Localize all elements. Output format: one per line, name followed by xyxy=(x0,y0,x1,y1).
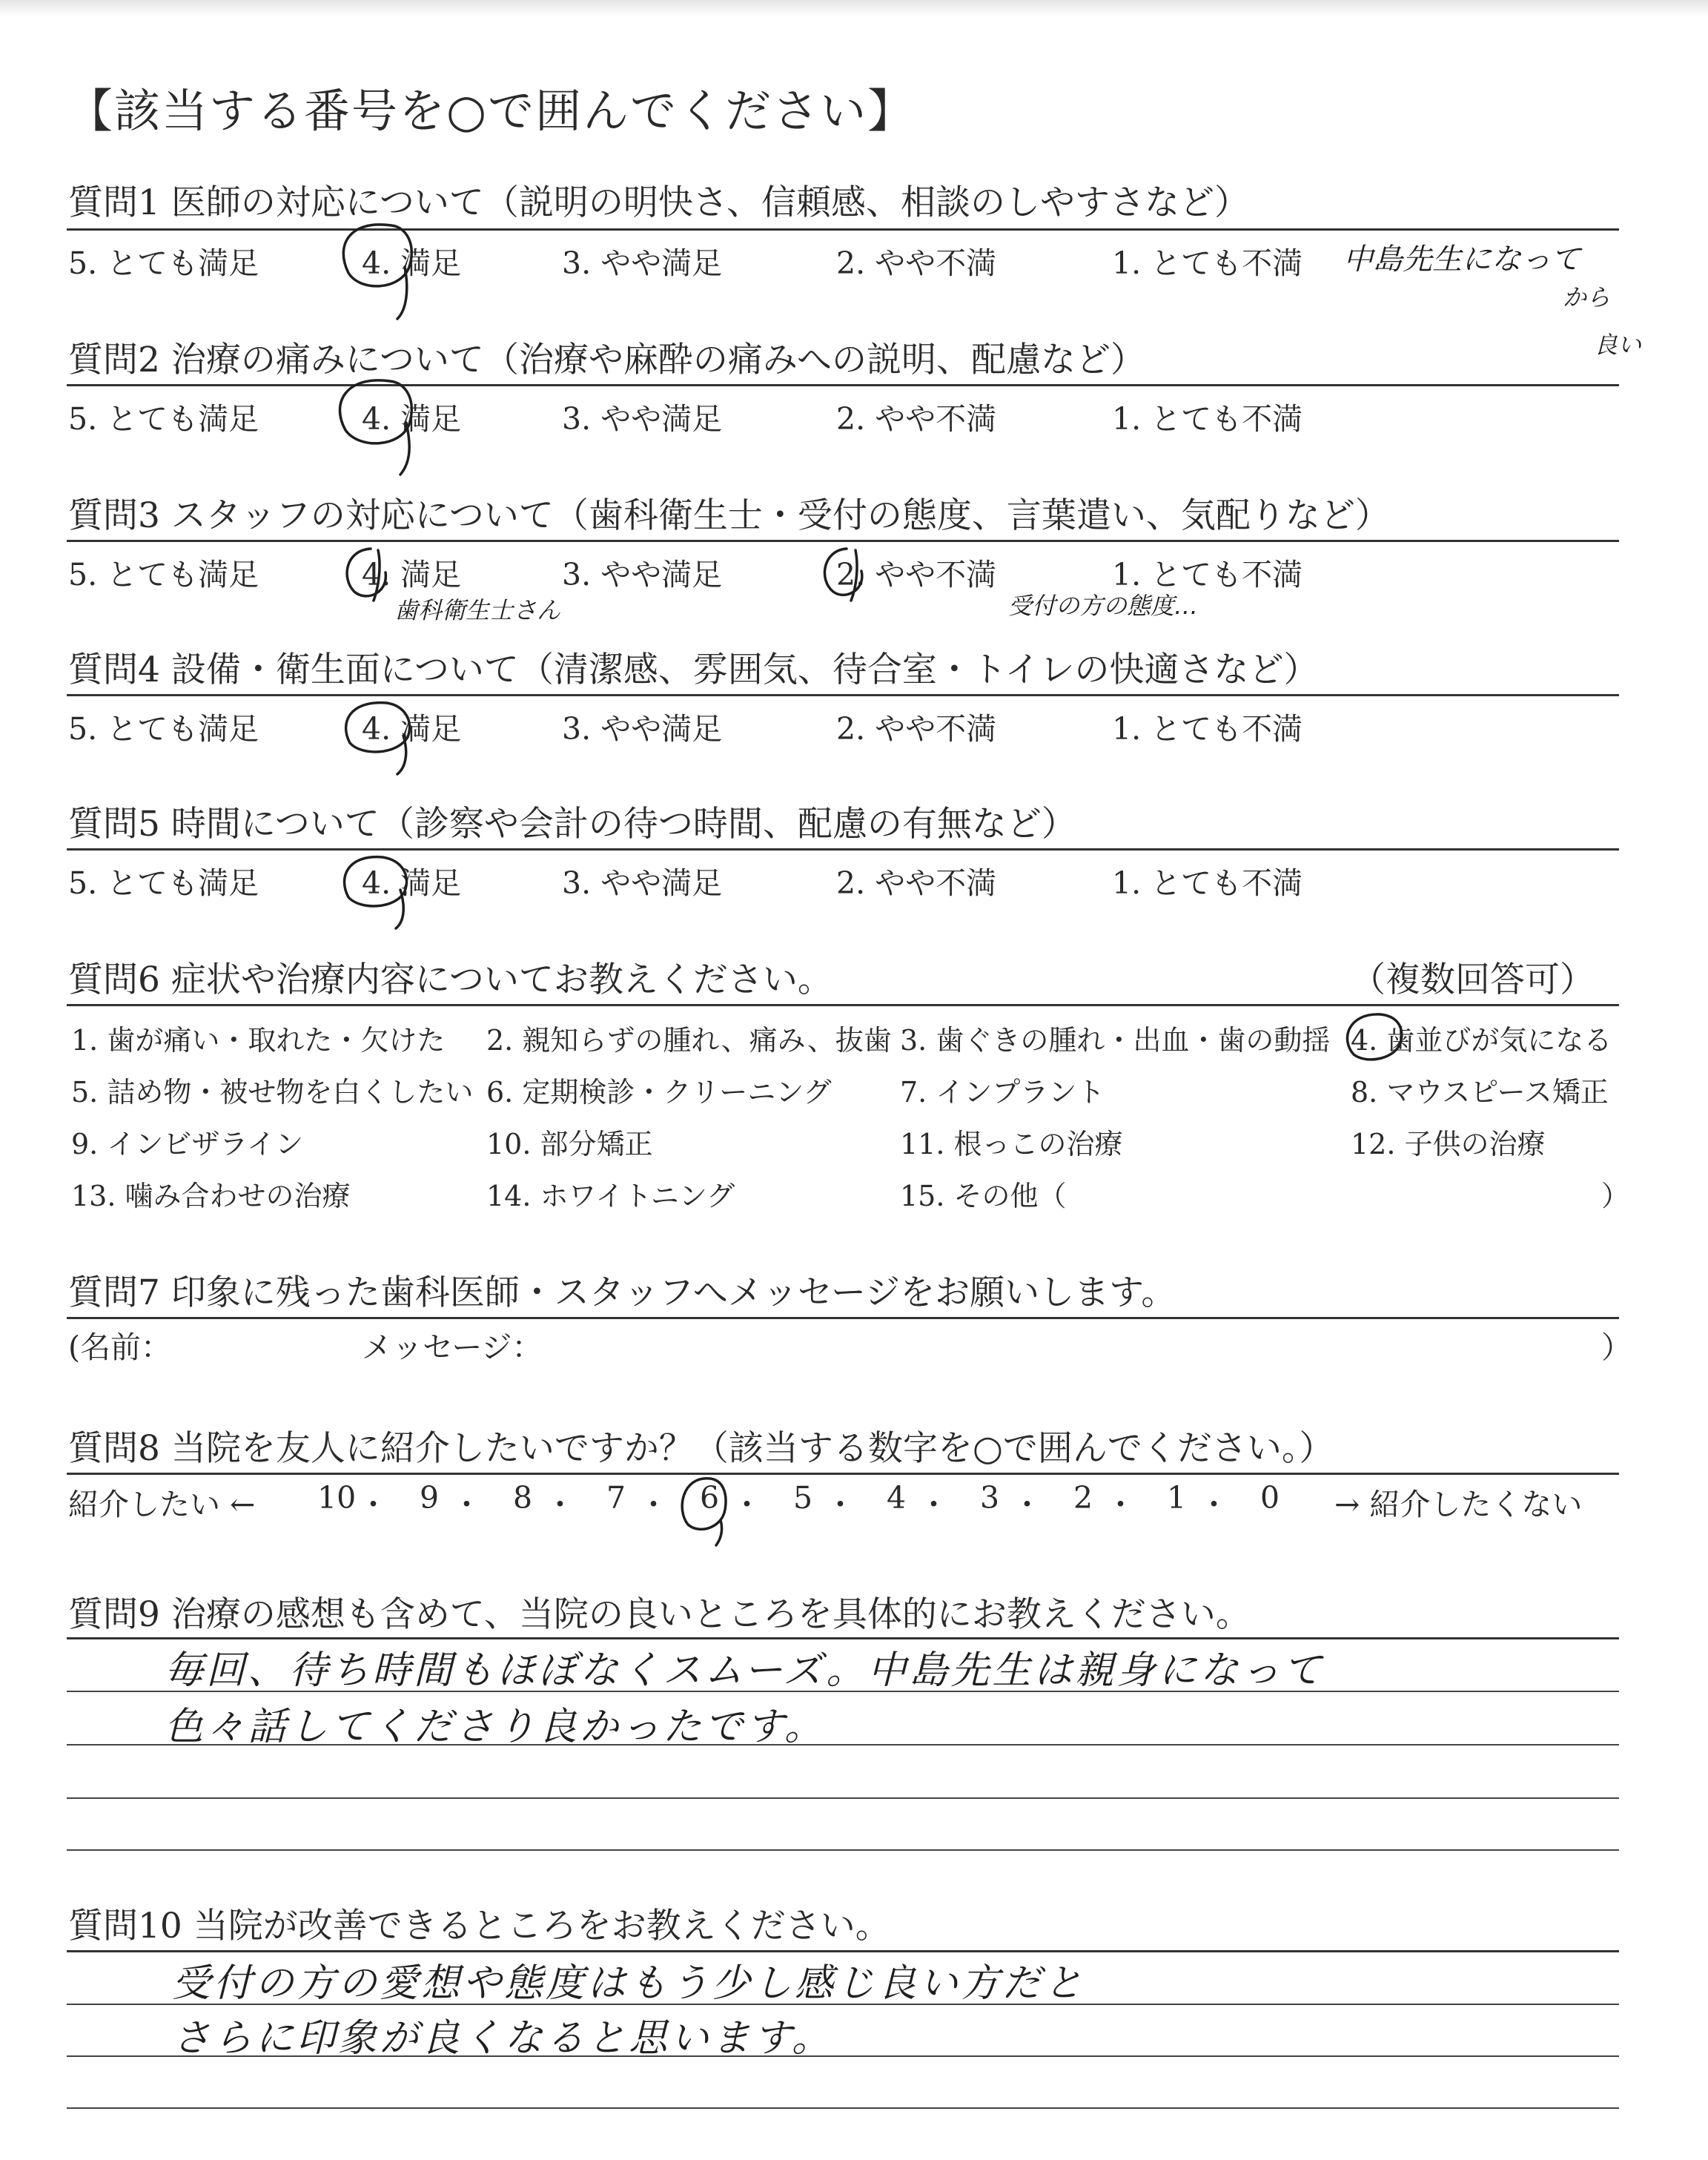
q8-number-8[interactable]: 8 xyxy=(513,1480,533,1516)
q4-option-4[interactable]: 4. 満足 xyxy=(362,711,462,747)
q1-handwritten-note-3: 良い xyxy=(1594,331,1642,359)
q6-other-close-paren: ） xyxy=(1601,1180,1630,1212)
q5-rule xyxy=(67,848,1619,851)
q3-option-5[interactable]: 5. とても満足 xyxy=(68,557,259,592)
q3-rule xyxy=(67,540,1619,542)
q9-handwritten-answer-1: 毎回、待ち時間もほぼなくスムーズ。中島先生は親身になって xyxy=(165,1648,1325,1693)
q3-option-4[interactable]: 4. 満足 xyxy=(362,557,462,592)
q5-option-3[interactable]: 3. やや満足 xyxy=(562,865,723,901)
q8-separator-dot: ・ xyxy=(825,1487,855,1522)
q8-number-4[interactable]: 4 xyxy=(887,1480,907,1516)
q8-separator-dot: ・ xyxy=(638,1487,669,1522)
q3-title: 質問3 スタッフの対応について（歯科衛生士・受付の態度、言葉遣い、気配りなど） xyxy=(68,495,1390,536)
q4-option-2[interactable]: 2. やや不満 xyxy=(836,711,997,747)
q6-item-4[interactable]: 4. 歯並びが気になる xyxy=(1351,1024,1612,1057)
q8-separator-dot: ・ xyxy=(1199,1487,1229,1522)
q8-left-label: 紹介したい ← xyxy=(68,1487,256,1522)
q4-option-1[interactable]: 1. とても不満 xyxy=(1112,711,1303,747)
q2-option-4[interactable]: 4. 満足 xyxy=(362,401,462,437)
q6-item-3[interactable]: 3. 歯ぐきの腫れ・出血・歯の動揺 xyxy=(900,1024,1331,1057)
form-header: 【該当する番号を○で囲んでください】 xyxy=(67,84,916,138)
q8-number-0[interactable]: 0 xyxy=(1260,1480,1280,1516)
q3-handwritten-note-hygienist: 歯科衛生士さん xyxy=(394,596,561,624)
q6-title: 質問6 症状や治療内容についてお教えください。 xyxy=(68,960,833,1000)
q8-number-5[interactable]: 5 xyxy=(793,1480,813,1516)
q7-title: 質問7 印象に残った歯科医師・スタッフへメッセージをお願いします。 xyxy=(68,1272,1176,1313)
q7-close-paren: ） xyxy=(1601,1330,1632,1365)
q3-handwritten-note-reception: 受付の方の態度… xyxy=(1008,592,1199,620)
q7-name-label: (名前： xyxy=(68,1330,171,1365)
q5-option-5[interactable]: 5. とても満足 xyxy=(68,865,259,901)
q1-option-1[interactable]: 1. とても不満 xyxy=(1112,245,1303,281)
q8-separator-dot: ・ xyxy=(545,1487,575,1522)
q9-answer-line-3 xyxy=(67,1797,1619,1799)
q2-option-1[interactable]: 1. とても不満 xyxy=(1112,401,1303,437)
q1-handwritten-note-2: から xyxy=(1563,283,1611,311)
q5-option-1[interactable]: 1. とても不満 xyxy=(1112,865,1303,901)
q8-number-10[interactable]: 10 xyxy=(317,1480,357,1516)
q6-item-2[interactable]: 2. 親知らずの腫れ、痛み、抜歯 xyxy=(486,1024,892,1057)
q6-item-12[interactable]: 12. 子供の治療 xyxy=(1351,1128,1546,1160)
q8-number-2[interactable]: 2 xyxy=(1073,1480,1093,1516)
q6-item-7[interactable]: 7. インプラント xyxy=(900,1076,1105,1109)
q1-rule xyxy=(67,228,1619,231)
q1-option-3[interactable]: 3. やや満足 xyxy=(562,245,723,281)
scan-edge xyxy=(0,0,1708,16)
q6-item-1[interactable]: 1. 歯が痛い・取れた・欠けた xyxy=(71,1024,446,1057)
q2-title: 質問2 治療の痛みについて（治療や麻酔の痛みへの説明、配慮など） xyxy=(68,340,1145,380)
q9-answer-line-4 xyxy=(67,1849,1619,1851)
q8-number-1[interactable]: 1 xyxy=(1167,1480,1187,1516)
q8-separator-dot: ・ xyxy=(358,1487,388,1522)
q8-separator-dot: ・ xyxy=(451,1487,482,1522)
q6-item-10[interactable]: 10. 部分矯正 xyxy=(486,1128,653,1160)
q8-number-3[interactable]: 3 xyxy=(980,1480,1000,1516)
q5-option-4[interactable]: 4. 満足 xyxy=(362,865,462,901)
q4-option-3[interactable]: 3. やや満足 xyxy=(562,711,723,747)
q2-option-2[interactable]: 2. やや不満 xyxy=(836,401,997,437)
q6-item-14[interactable]: 14. ホワイトニング xyxy=(486,1180,735,1212)
q1-option-2[interactable]: 2. やや不満 xyxy=(836,245,997,281)
q9-title: 質問9 治療の感想も含めて、当院の良いところを具体的にお教えください。 xyxy=(68,1594,1251,1635)
q4-rule xyxy=(67,694,1619,696)
q8-title: 質問8 当院を友人に紹介したいですか？（該当する数字を○で囲んでください。） xyxy=(68,1428,1334,1469)
q3-option-3[interactable]: 3. やや満足 xyxy=(562,557,723,592)
q8-separator-dot: ・ xyxy=(918,1487,949,1522)
q4-option-5[interactable]: 5. とても満足 xyxy=(68,711,259,747)
q2-option-3[interactable]: 3. やや満足 xyxy=(562,401,723,437)
q6-multiple-answer-note: （複数回答可） xyxy=(1351,960,1595,1000)
q1-handwritten-note-1: 中島先生になって xyxy=(1343,242,1580,277)
q6-item-5[interactable]: 5. 詰め物・被せ物を白くしたい xyxy=(71,1076,474,1109)
q6-item-11[interactable]: 11. 根っこの治療 xyxy=(900,1128,1123,1160)
q4-title: 質問4 設備・衛生面について（清潔感、雰囲気、待合室・トイレの快適さなど） xyxy=(68,650,1319,690)
q10-handwritten-answer-2: さらに印象が良くなると思います。 xyxy=(172,2016,833,2061)
q1-option-5[interactable]: 5. とても満足 xyxy=(68,245,259,281)
q5-option-2[interactable]: 2. やや不満 xyxy=(836,865,997,901)
q3-option-2[interactable]: 2. やや不満 xyxy=(836,557,997,592)
q2-rule xyxy=(67,384,1619,386)
q7-message-label: メッセージ： xyxy=(362,1330,543,1365)
q8-number-6[interactable]: 6 xyxy=(700,1480,720,1516)
q6-item-9[interactable]: 9. インビザライン xyxy=(71,1128,304,1160)
q8-right-label: → 紹介したくない xyxy=(1334,1487,1583,1522)
q8-separator-dot: ・ xyxy=(1012,1487,1042,1522)
q10-title: 質問10 当院が改善できるところをお教えください。 xyxy=(68,1906,890,1946)
q6-item-6[interactable]: 6. 定期検診・クリーニング xyxy=(486,1076,832,1109)
q8-number-7[interactable]: 7 xyxy=(606,1480,626,1516)
q1-option-4[interactable]: 4. 満足 xyxy=(362,245,462,281)
q6-item-8[interactable]: 8. マウスピース矯正 xyxy=(1351,1076,1609,1109)
q8-separator-dot: ・ xyxy=(732,1487,762,1522)
q8-number-9[interactable]: 9 xyxy=(420,1480,440,1516)
q7-rule xyxy=(67,1317,1619,1319)
q6-rule xyxy=(67,1004,1619,1006)
q5-title: 質問5 時間について（診察や会計の待つ時間、配慮の有無など） xyxy=(68,804,1076,845)
q6-item-13[interactable]: 13. 噛み合わせの治療 xyxy=(71,1180,351,1212)
q6-item-15[interactable]: 15. その他（ xyxy=(900,1180,1067,1212)
q10-answer-line-3 xyxy=(67,2107,1619,2109)
q8-separator-dot: ・ xyxy=(1105,1487,1136,1522)
q8-rule xyxy=(67,1473,1619,1475)
q9-handwritten-answer-2: 色々話してくださり良かったです。 xyxy=(165,1705,826,1749)
q2-option-5[interactable]: 5. とても満足 xyxy=(68,401,259,437)
q1-title: 質問1 医師の対応について（説明の明快さ、信頼感、相談のしやすさなど） xyxy=(68,182,1250,223)
q10-handwritten-answer-1: 受付の方の愛想や態度はもう少し感じ良い方だと xyxy=(172,1961,1086,2006)
q3-option-1[interactable]: 1. とても不満 xyxy=(1112,557,1303,592)
